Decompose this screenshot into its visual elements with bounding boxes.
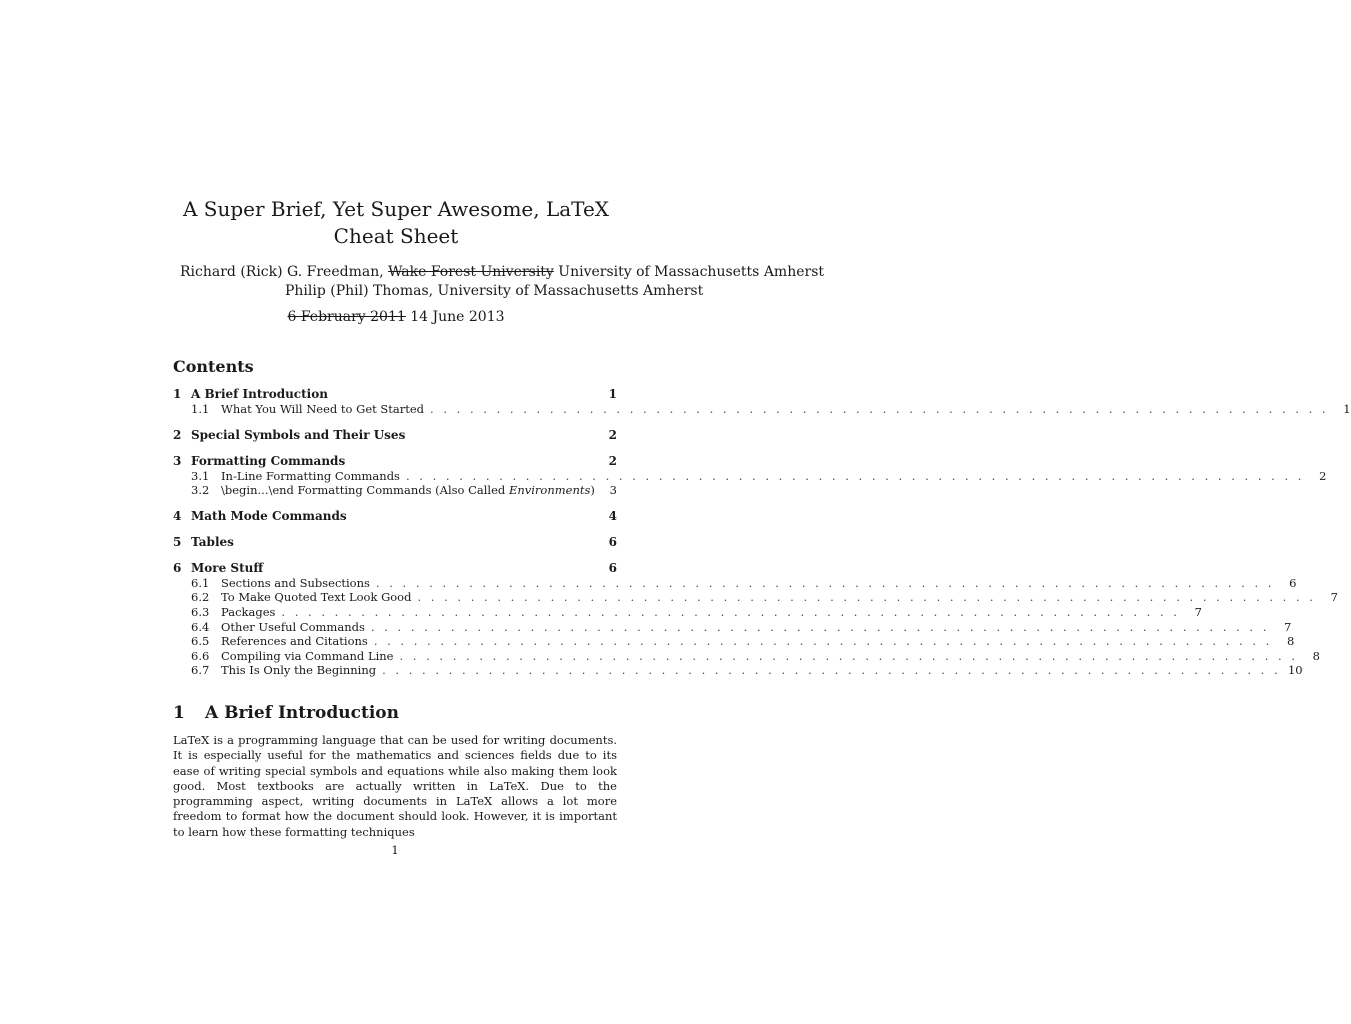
toc-subentry-label: Packages xyxy=(221,604,276,619)
section-1-body: LaTeX is a programming language that can be used for writing documents. It is especially useful for the mathematics and sciences fields due to its ease of writing special symbols and equations while also making them look good. Most textbooks are actually written in LaTeX. Due to the programming aspect, writing documents in LaTeX allows a lot more freedom to format how the document should look. However, it is important to learn how these formatting techniques xyxy=(173,733,617,839)
toc-subentry[interactable] xyxy=(173,634,1295,649)
toc-entry-number: 3 xyxy=(173,453,182,468)
toc-section-block xyxy=(173,509,617,524)
section-1-title: A Brief Introduction xyxy=(205,703,400,723)
title-line-2: Cheat Sheet xyxy=(333,224,459,248)
author-1-name: Richard (Rick) G. Freedman, xyxy=(180,264,384,280)
toc-subentry-page: 2 xyxy=(1319,468,1327,483)
toc-subentry-number: 6.2 xyxy=(191,590,210,605)
toc-section-block xyxy=(173,560,1338,678)
toc-entry[interactable] xyxy=(173,454,617,469)
document-title xyxy=(173,196,619,250)
toc-entry-label: Special Symbols and Their Uses xyxy=(191,427,406,442)
toc-subentry-number: 6.4 xyxy=(191,619,210,634)
toc-entry-number: 5 xyxy=(173,534,182,549)
toc-subentry-number: 3.2 xyxy=(191,483,210,498)
toc-dot-leader xyxy=(406,469,1305,484)
author-1-affiliation: University of Massachusetts Amherst xyxy=(558,264,825,280)
struck-date: 6 February 2011 xyxy=(287,309,406,325)
toc-subentry[interactable] xyxy=(173,590,1338,605)
toc-subentry[interactable] xyxy=(173,402,1351,417)
toc-subentry-label: To Make Quoted Text Look Good xyxy=(221,590,412,605)
toc-subentry-label: In-Line Formatting Commands xyxy=(221,468,400,483)
toc-dot-leader xyxy=(382,663,1281,678)
toc-subentry-page: 7 xyxy=(1284,619,1292,634)
toc-section-block xyxy=(173,453,1327,498)
contents-heading: Contents xyxy=(173,357,254,376)
toc-section-block xyxy=(173,387,1351,417)
toc-subentry-label: What You Will Need to Get Started xyxy=(221,402,425,416)
toc-subentry-number: 1.1 xyxy=(191,402,210,416)
toc-subentry-number: 6.1 xyxy=(191,575,210,590)
toc-entry[interactable] xyxy=(173,509,617,524)
toc-subentry-number: 3.1 xyxy=(191,468,210,483)
toc-subentry-number: 6.7 xyxy=(191,663,210,678)
toc-entry[interactable] xyxy=(173,428,617,443)
title-line-1: A Super Brief, Yet Super Awesome, LaTeX xyxy=(182,197,610,221)
current-date: 14 June 2013 xyxy=(410,309,505,325)
toc-section-block xyxy=(173,535,617,550)
toc-subentry[interactable] xyxy=(173,468,1327,484)
toc-entry-number: 6 xyxy=(173,560,182,575)
toc-subentry-emphasis: Environments xyxy=(508,483,591,498)
toc-subentry-label: \begin...\end Formatting Commands (Also Called Environments) xyxy=(221,483,595,498)
toc-dot-leader xyxy=(374,634,1273,649)
author-2: Philip (Phil) Thomas, University of Massachusetts Amherst xyxy=(285,283,704,299)
toc-subentry-page: 6 xyxy=(1289,575,1297,590)
author-block xyxy=(180,263,825,301)
page-number: 1 xyxy=(391,843,399,857)
toc-subentry-page: 7 xyxy=(1194,604,1202,619)
toc-subentry[interactable] xyxy=(173,483,617,498)
toc-entry-page: 6 xyxy=(608,534,617,549)
toc-subentry-page: 10 xyxy=(1287,663,1303,678)
section-1-number: 1 xyxy=(173,703,185,723)
toc-subentry-page: 1 xyxy=(1343,402,1351,416)
toc-dot-leader xyxy=(281,605,1180,620)
toc-entry[interactable] xyxy=(173,535,617,550)
toc-subentry-label: Other Useful Commands xyxy=(221,619,365,634)
toc-dot-leader xyxy=(430,402,1329,417)
toc-entry-page: 2 xyxy=(608,427,617,442)
toc-subentry-label: References and Citations xyxy=(221,634,368,649)
toc-entry-number: 2 xyxy=(173,427,182,442)
toc-entry-label: More Stuff xyxy=(191,560,264,575)
toc-subentry-page: 8 xyxy=(1286,634,1295,649)
toc-section-block xyxy=(173,428,617,443)
toc-subentry-page: 7 xyxy=(1330,590,1338,605)
toc-entry-label: Tables xyxy=(191,534,234,549)
toc-subentry[interactable] xyxy=(173,575,1297,591)
toc-subentry-number: 6.3 xyxy=(191,604,210,619)
toc-entry-number: 4 xyxy=(173,508,182,523)
toc-entry-label: A Brief Introduction xyxy=(191,387,328,401)
section-1-heading xyxy=(173,702,399,724)
toc-dot-leader xyxy=(376,576,1275,591)
toc-dot-leader xyxy=(371,620,1270,635)
toc-entry-page: 6 xyxy=(608,560,617,575)
table-of-contents xyxy=(173,387,1351,689)
toc-entry-page: 1 xyxy=(608,387,617,401)
document-date xyxy=(173,308,619,327)
toc-entry-page: 4 xyxy=(608,508,617,523)
toc-dot-leader xyxy=(399,649,1298,664)
toc-entry-page: 2 xyxy=(608,453,617,468)
toc-subentry-label: Compiling via Command Line xyxy=(221,648,394,663)
toc-entry-label: Formatting Commands xyxy=(191,453,346,468)
toc-subentry-page: 8 xyxy=(1312,648,1320,663)
toc-subentry-label: This Is Only the Beginning xyxy=(221,663,377,678)
toc-subentry-number: 6.6 xyxy=(191,648,210,663)
toc-subentry[interactable] xyxy=(173,663,1303,678)
toc-entry[interactable] xyxy=(173,387,617,402)
toc-subentry-number: 6.5 xyxy=(191,634,210,649)
toc-subentry-page: 3 xyxy=(609,483,617,498)
toc-entry[interactable] xyxy=(173,561,617,576)
toc-subentry-label: Sections and Subsections xyxy=(221,575,370,590)
toc-entry-number: 1 xyxy=(173,387,182,401)
toc-subentry[interactable] xyxy=(173,619,1292,635)
toc-subentry[interactable] xyxy=(173,604,1202,620)
toc-subentry[interactable] xyxy=(173,648,1320,664)
toc-entry-label: Math Mode Commands xyxy=(191,508,347,523)
toc-dot-leader xyxy=(417,590,1316,605)
author-1-struck-affiliation: Wake Forest University xyxy=(388,264,554,280)
